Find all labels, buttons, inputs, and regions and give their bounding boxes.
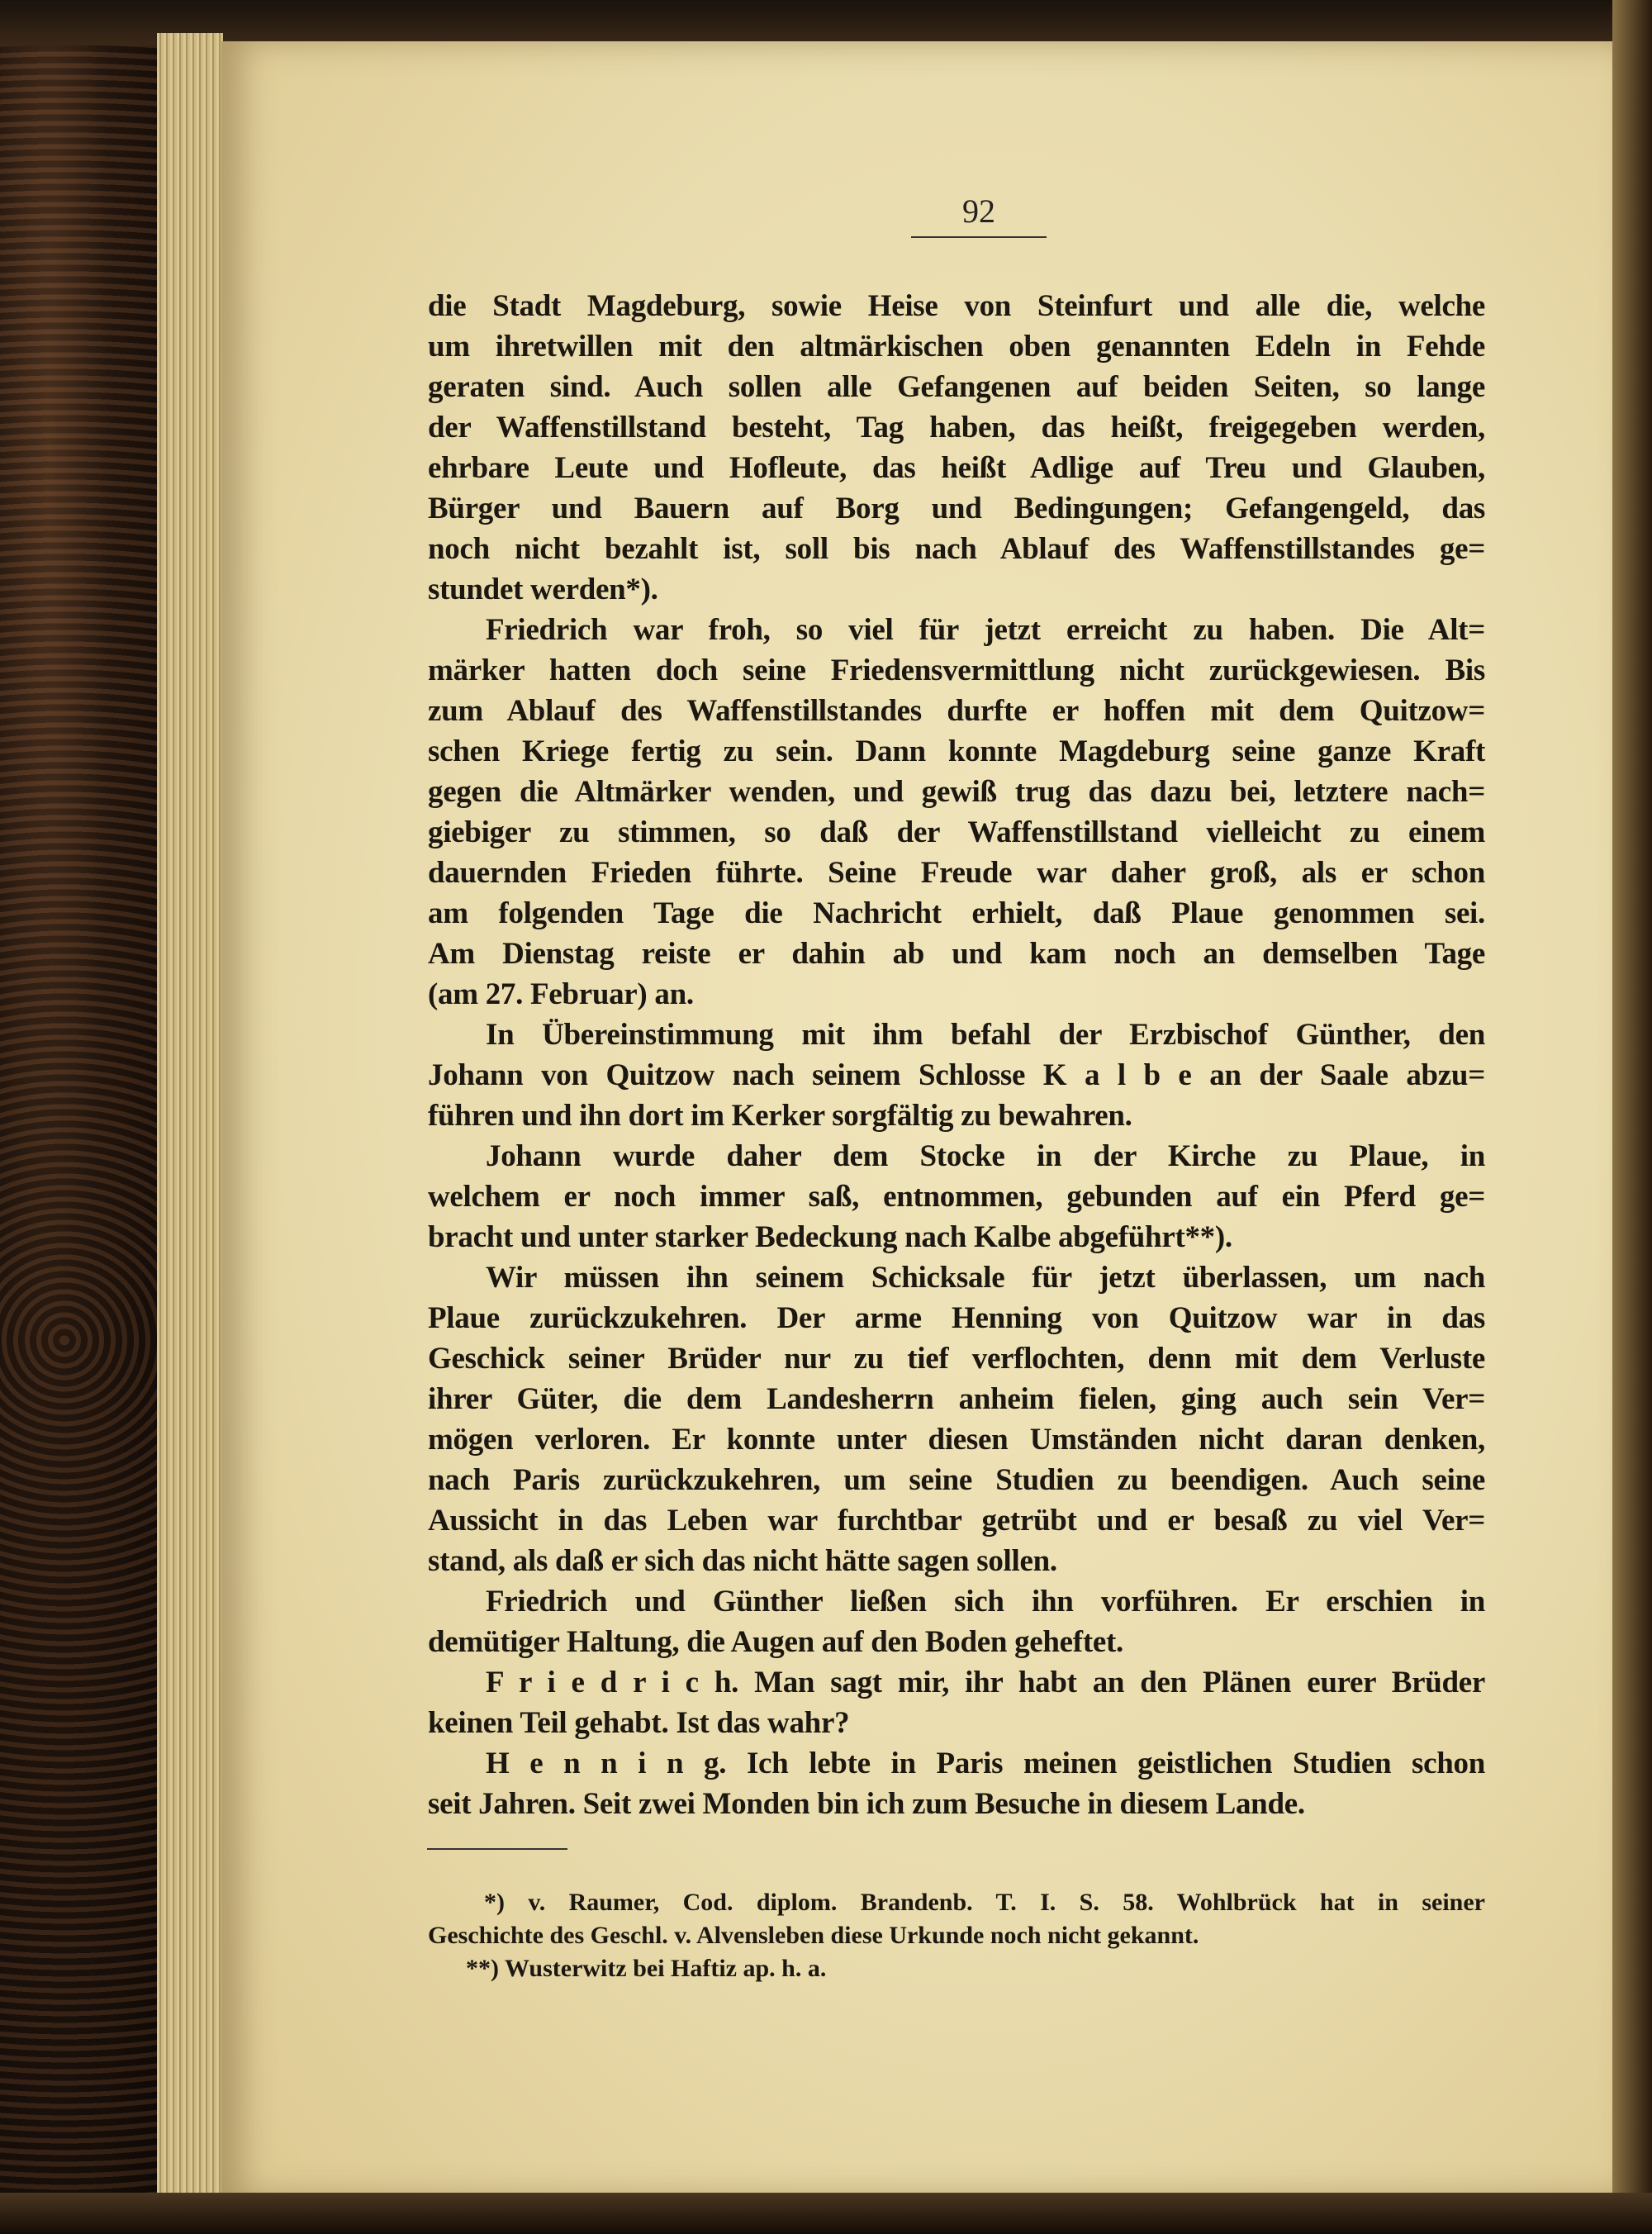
page-number: 92 (962, 193, 995, 230)
text-line: H e n n i n g. Ich lebte in Paris meinen geistlichen Studien schon (486, 1747, 1485, 1780)
book-cover-top (0, 0, 1652, 45)
text-line: Friedrich und Günther ließen sich ihn vorführen. Er erschien in (486, 1585, 1485, 1618)
text-line: geraten sind. Auch sollen alle Gefangenen auf beiden Seiten, so lange (428, 370, 1485, 404)
book-cover-bottom (0, 2193, 1652, 2234)
text-line: schen Kriege fertig zu sein. Dann konnte Magdeburg seine ganze Kraft (428, 734, 1485, 768)
text-line: Aussicht in das Leben war furchtbar getrübt und er besaß zu viel Ver= (428, 1504, 1485, 1538)
footnote-1-line-2: Geschichte des Geschl. v. Alvensleben diese Urkunde noch nicht gekannt. (428, 1922, 1199, 1949)
text-line: seit Jahren. Seit zwei Monden bin ich zum Besuche in diesem Lande. (428, 1787, 1305, 1821)
text-line: die Stadt Magdeburg, sowie Heise von Steinfurt und alle die, welche (428, 289, 1485, 323)
text-line: führen und ihn dort im Kerker sorgfältig zu bewahren. (428, 1099, 1132, 1133)
text-line: giebiger zu stimmen, so daß der Waffenstillstand vielleicht zu einem (428, 815, 1485, 849)
text-line: stundet werden*). (428, 573, 658, 606)
text-line: welchem er noch immer saß, entnommen, gebunden auf ein Pferd ge= (428, 1180, 1485, 1214)
text-line: um ihretwillen mit den altmärkischen oben genannten Edeln in Fehde (428, 330, 1485, 364)
text-line: Wir müssen ihn seinem Schicksale für jetzt überlassen, um nach (486, 1261, 1485, 1295)
text-line: (am 27. Februar) an. (428, 977, 694, 1011)
text-line: der Waffenstillstand besteht, Tag haben, das heißt, freigegeben werden, (428, 411, 1485, 444)
book-cover-left (0, 0, 161, 2234)
text-line: Am Dienstag reiste er dahin ab und kam noch an demselben Tage (428, 937, 1485, 971)
text-line: Johann von Quitzow nach seinem Schlosse K a l b e an der Saale abzu= (428, 1058, 1485, 1092)
text-line: dauernden Frieden führte. Seine Freude war daher groß, als er schon (428, 856, 1485, 890)
text-line: mögen verloren. Er konnte unter diesen Umständen nicht daran denken, (428, 1423, 1485, 1457)
text-line: Friedrich war froh, so viel für jetzt erreicht zu haben. Die Alt= (486, 613, 1485, 647)
text-line: bracht und unter starker Bedeckung nach Kalbe abgeführt**). (428, 1220, 1232, 1254)
text-line: nach Paris zurückzukehren, um seine Studien zu beendigen. Auch seine (428, 1463, 1485, 1497)
footnote-1-line-1: *) v. Raumer, Cod. diplom. Brandenb. T. I. S. 58. Wohlbrück hat in seiner (484, 1889, 1485, 1916)
text-line: am folgenden Tage die Nachricht erhielt, daß Plaue genommen sei. (428, 896, 1485, 930)
text-line: In Übereinstimmung mit ihm befahl der Erzbischof Günther, den (486, 1018, 1485, 1052)
text-line: F r i e d r i c h. Man sagt mir, ihr habt an den Plänen eurer Brüder (486, 1666, 1485, 1699)
book-right-edge (1612, 0, 1652, 2234)
page-edges (157, 33, 223, 2198)
text-line: Johann wurde daher dem Stocke in der Kirche zu Plaue, in (486, 1139, 1485, 1173)
text-line: Geschick seiner Brüder nur zu tief verflochten, denn mit dem Verluste (428, 1342, 1485, 1376)
text-line: stand, als daß er sich das nicht hätte sagen sollen. (428, 1544, 1057, 1578)
text-line: zum Ablauf des Waffenstillstandes durfte er hoffen mit dem Quitzow= (428, 694, 1485, 728)
text-line: Bürger und Bauern auf Borg und Bedingungen; Gefangengeld, das (428, 492, 1485, 525)
text-line: ihrer Güter, die dem Landesherrn anheim fielen, ging auch sein Ver= (428, 1382, 1485, 1416)
text-line: demütiger Haltung, die Augen auf den Boden geheftet. (428, 1625, 1123, 1659)
text-line: keinen Teil gehabt. Ist das wahr? (428, 1706, 850, 1740)
text-line: ehrbare Leute und Hofleute, das heißt Adlige auf Treu und Glauben, (428, 451, 1485, 485)
footnote-2: **) Wusterwitz bei Haftiz ap. h. a. (466, 1955, 827, 1982)
header-rule (911, 236, 1047, 238)
footnote-rule (427, 1848, 567, 1850)
text-line: Plaue zurückzukehren. Der arme Henning von Quitzow war in das (428, 1301, 1485, 1335)
text-line: noch nicht bezahlt ist, soll bis nach Ablauf des Waffenstillstandes ge= (428, 532, 1485, 566)
text-line: gegen die Altmärker wenden, und gewiß trug das dazu bei, letztere nach= (428, 775, 1485, 809)
text-line: märker hatten doch seine Friedensvermittlung nicht zurückgewiesen. Bis (428, 654, 1485, 687)
